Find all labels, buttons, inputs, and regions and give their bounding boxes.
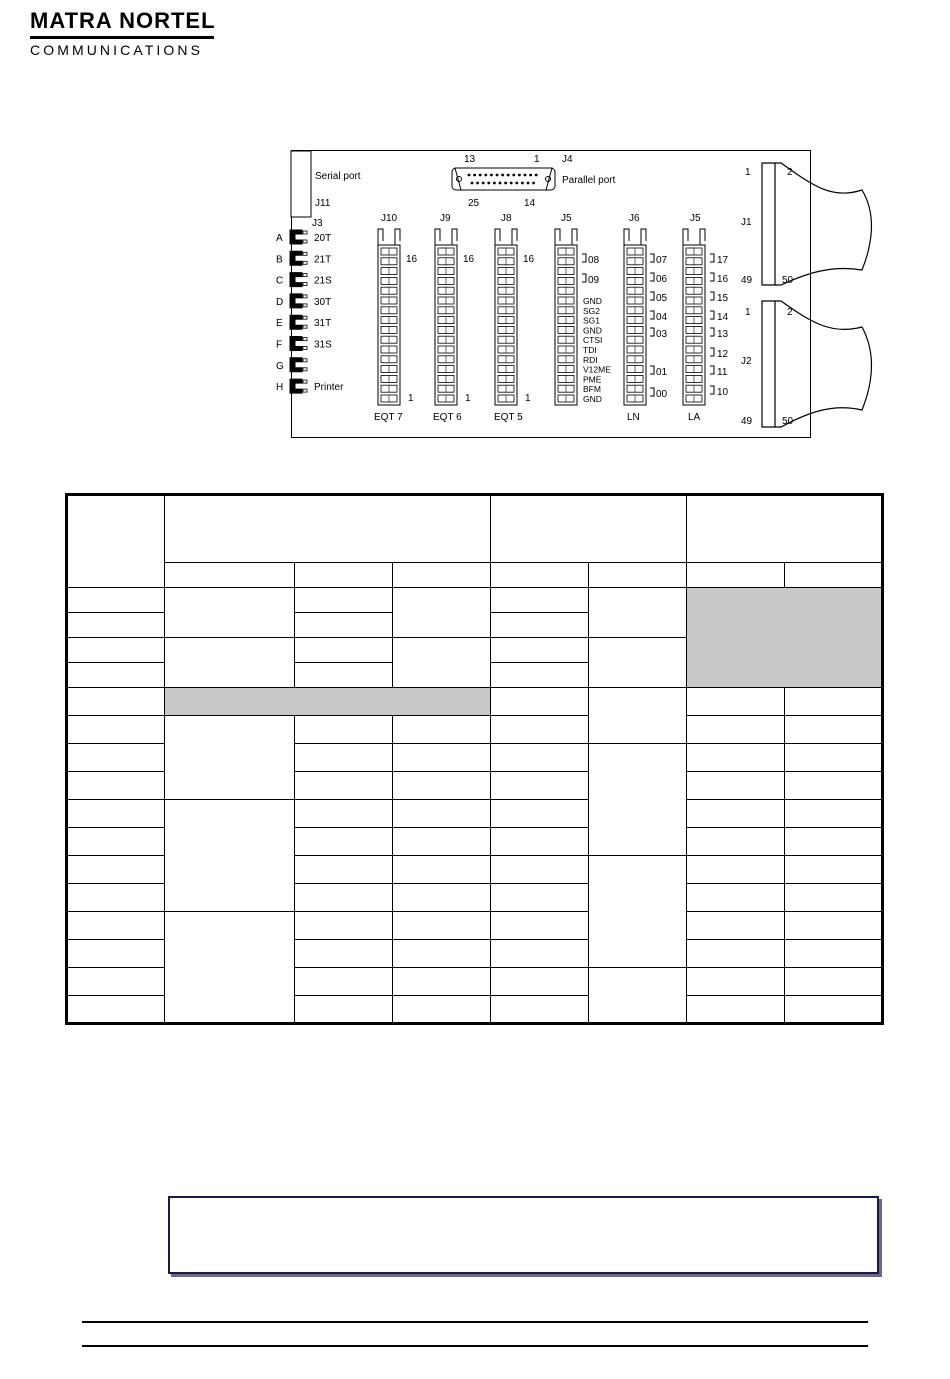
la-bracket bbox=[710, 254, 714, 262]
la-jumper-label: 13 bbox=[717, 329, 729, 340]
ln-bracket bbox=[650, 328, 654, 336]
j3-pin bbox=[303, 380, 307, 383]
note-box bbox=[168, 1196, 879, 1274]
connector-pin-16: 16 bbox=[523, 254, 535, 265]
j5-signal-label: GND bbox=[583, 394, 602, 404]
logo-wordmark: MATRA NORTEL bbox=[30, 8, 216, 33]
table-header-cell bbox=[67, 495, 165, 588]
table-subheader-cell bbox=[687, 563, 785, 588]
j3-row-label: Printer bbox=[314, 382, 344, 394]
j3-row-letter-b: B bbox=[276, 254, 283, 266]
logo-subtitle: COMMUNICATIONS bbox=[30, 42, 204, 58]
db25-pin bbox=[512, 174, 515, 177]
db25-pin bbox=[499, 182, 502, 185]
connector-latch bbox=[378, 229, 383, 245]
table-subheader-cell bbox=[295, 563, 393, 588]
connector-latch bbox=[395, 229, 400, 245]
table-header-cell bbox=[687, 495, 883, 563]
j3-row-label: 31S bbox=[314, 339, 332, 351]
connector-latch bbox=[624, 229, 629, 245]
db25-pin bbox=[529, 174, 532, 177]
db25-pin-13: 13 bbox=[464, 154, 476, 165]
j3-jumper bbox=[290, 337, 302, 351]
j3-pin bbox=[303, 359, 307, 362]
table-header-cell bbox=[165, 495, 491, 563]
j3-pin bbox=[303, 261, 307, 264]
j5-signal-label: BFM bbox=[583, 384, 601, 395]
connector-pin-16: 16 bbox=[406, 254, 418, 265]
table-row bbox=[67, 688, 883, 716]
j3-pin bbox=[303, 231, 307, 234]
j3-jumper bbox=[290, 273, 302, 287]
connector-latch bbox=[572, 229, 577, 245]
la-bracket bbox=[710, 348, 714, 356]
db25-pin bbox=[476, 182, 479, 185]
j5-signal-label: GND bbox=[583, 325, 602, 336]
table-header-cell bbox=[491, 495, 687, 563]
db25-pin bbox=[490, 174, 493, 177]
la-bracket bbox=[710, 273, 714, 281]
j3-row-label: 31T bbox=[314, 318, 332, 330]
la-jumper-label: 12 bbox=[717, 349, 729, 360]
j1-pin-1: 1 bbox=[745, 167, 751, 178]
j3-pin bbox=[303, 240, 307, 243]
connector-top-label: J10 bbox=[381, 213, 398, 224]
connector-strip-1 bbox=[374, 213, 418, 423]
j3-row-letter-f: F bbox=[276, 339, 283, 351]
db25-pin bbox=[501, 174, 504, 177]
footer-rule-bottom bbox=[82, 1345, 868, 1347]
j3-jumper bbox=[290, 379, 302, 393]
j3-row-letter-e: E bbox=[276, 318, 283, 330]
ln-bracket bbox=[650, 388, 654, 396]
db25-pin-14: 14 bbox=[524, 198, 536, 209]
db25-pin bbox=[468, 174, 471, 177]
j3-pin bbox=[303, 304, 307, 307]
connector-pin-1: 1 bbox=[525, 393, 531, 404]
la-jumper-label: 10 bbox=[717, 387, 729, 398]
table-subheader-cell bbox=[589, 563, 687, 588]
connector-latch bbox=[435, 229, 440, 245]
la-jumper-label: 17 bbox=[717, 255, 729, 266]
j1-label: J1 bbox=[741, 217, 752, 228]
db25-pin-1: 1 bbox=[534, 154, 540, 165]
connector-latch bbox=[700, 229, 705, 245]
j5-bracket bbox=[582, 254, 586, 262]
connector-bottom-label: EQT 6 bbox=[433, 412, 462, 423]
db25-pin bbox=[515, 182, 518, 185]
table-subheader-cell bbox=[491, 563, 589, 588]
j3-pin bbox=[303, 283, 307, 286]
la-bracket bbox=[710, 311, 714, 319]
table-subheader-cell bbox=[165, 563, 295, 588]
la-bracket bbox=[710, 386, 714, 394]
connector-strip-3 bbox=[494, 213, 535, 423]
connector-strip-5 bbox=[624, 213, 646, 423]
la-jumper-label: 14 bbox=[717, 312, 729, 323]
connector-pin-16: 16 bbox=[463, 254, 475, 265]
j2-pin-49: 49 bbox=[741, 416, 753, 427]
connector-top-label: J6 bbox=[629, 213, 640, 224]
connector-latch bbox=[555, 229, 560, 245]
j3-pin bbox=[303, 274, 307, 277]
connector-board-diagram bbox=[272, 145, 882, 445]
la-bracket bbox=[710, 366, 714, 374]
j3-jumper bbox=[290, 294, 302, 308]
j3-pin bbox=[303, 316, 307, 319]
table-row bbox=[67, 716, 883, 744]
j3-row-letter-a: A bbox=[276, 233, 283, 244]
j11-label: J11 bbox=[315, 198, 331, 209]
ln-jumper-label: 07 bbox=[656, 255, 668, 266]
connector-top-label: J8 bbox=[501, 213, 512, 224]
j5-signal-label: SG2 bbox=[583, 305, 601, 316]
connector-latch bbox=[512, 229, 517, 245]
j5-jumper-label: 09 bbox=[588, 275, 600, 286]
table-subheader-cell bbox=[785, 563, 883, 588]
ln-jumper-label: 01 bbox=[656, 367, 668, 378]
db25-pin bbox=[507, 174, 510, 177]
j2-pin-2: 2 bbox=[787, 307, 793, 318]
ln-bracket bbox=[650, 366, 654, 374]
connector-top-label: J9 bbox=[440, 213, 451, 224]
db25-pin bbox=[482, 182, 485, 185]
j3-pin bbox=[303, 389, 307, 392]
la-bracket bbox=[710, 328, 714, 336]
connector-latch bbox=[452, 229, 457, 245]
j5-signal-label: RDI bbox=[583, 354, 598, 365]
connector-latch bbox=[495, 229, 500, 245]
table-row bbox=[67, 800, 883, 828]
j3-row-letter-d: D bbox=[276, 296, 284, 308]
shaded-cell bbox=[687, 588, 883, 688]
connector-latch bbox=[641, 229, 646, 245]
connector-bottom-label: LA bbox=[688, 412, 701, 423]
db25-pin bbox=[479, 174, 482, 177]
db25-pin bbox=[532, 182, 535, 185]
j3-row-label: 21T bbox=[314, 254, 332, 266]
db25-pin bbox=[484, 174, 487, 177]
la-jumper-label: 11 bbox=[717, 367, 728, 378]
connector-top-label: J5 bbox=[690, 213, 701, 224]
la-jumper-label: 16 bbox=[717, 274, 729, 285]
shaded-cell bbox=[165, 688, 491, 716]
db25-pin bbox=[510, 182, 513, 185]
db25-pin bbox=[518, 174, 521, 177]
db25-connector bbox=[455, 168, 552, 190]
j3-pin bbox=[303, 252, 307, 255]
db25-pin bbox=[535, 174, 538, 177]
company-logo bbox=[30, 8, 220, 59]
connector-bottom-label: EQT 7 bbox=[374, 412, 403, 423]
connector-strip-6 bbox=[683, 213, 705, 423]
j3-row-letter-c: C bbox=[276, 275, 284, 287]
j1-pin-49: 49 bbox=[741, 275, 753, 286]
ribbon-connectors bbox=[762, 163, 871, 427]
db25-pin bbox=[527, 182, 530, 185]
j5-signal-label: SG1 bbox=[583, 315, 601, 326]
db25-pin bbox=[471, 182, 474, 185]
db25-pin bbox=[487, 182, 490, 185]
parallel-port-label: Parallel port bbox=[562, 175, 616, 186]
db25-pin bbox=[504, 182, 507, 185]
j2-label: J2 bbox=[741, 356, 752, 367]
j3-row-letter-h: H bbox=[276, 382, 284, 394]
j5-signal-label: V12ME bbox=[583, 364, 611, 375]
db25-pin bbox=[496, 174, 499, 177]
ln-bracket bbox=[650, 273, 654, 281]
db25-pin bbox=[493, 182, 496, 185]
j5-signal-label: TDI bbox=[583, 345, 597, 355]
connector-bottom-label: EQT 5 bbox=[494, 412, 523, 423]
j3-pin bbox=[303, 295, 307, 298]
ln-jumper-label: 05 bbox=[656, 293, 668, 304]
j3-pin bbox=[303, 338, 307, 341]
connector-pin-1: 1 bbox=[465, 393, 471, 404]
ln-jumper-label: 00 bbox=[656, 389, 668, 400]
connection-table bbox=[65, 493, 884, 1025]
table-row bbox=[67, 912, 883, 940]
j3-row-label: 30T bbox=[314, 296, 332, 308]
j3-pin bbox=[303, 347, 307, 350]
j3-jumper bbox=[290, 358, 302, 372]
ln-bracket bbox=[650, 292, 654, 300]
connector-top-label: J5 bbox=[561, 213, 572, 224]
connector-strip-4 bbox=[555, 213, 577, 405]
j2-pin-50: 50 bbox=[782, 416, 794, 427]
j3-pin bbox=[303, 368, 307, 371]
j5-signal-label: GND bbox=[583, 296, 602, 306]
db25-pin bbox=[524, 174, 527, 177]
db25-pin-25: 25 bbox=[468, 198, 480, 209]
j3-row-label: 20T bbox=[314, 233, 332, 244]
j5-jumper-label: 08 bbox=[588, 255, 600, 266]
j5-signal-label: PME bbox=[583, 374, 602, 385]
ln-bracket bbox=[650, 254, 654, 262]
connector-strips bbox=[374, 213, 729, 423]
j4-label: J4 bbox=[562, 154, 573, 165]
connector-bottom-label: LN bbox=[627, 412, 640, 423]
j3-jumper bbox=[290, 230, 302, 244]
ln-jumper-label: 06 bbox=[656, 274, 668, 285]
j3-connector-rows bbox=[276, 230, 344, 393]
table-subheader-cell bbox=[393, 563, 491, 588]
j1-pin-2: 2 bbox=[787, 167, 793, 178]
serial-port-label: Serial port bbox=[315, 171, 361, 182]
ln-bracket bbox=[650, 311, 654, 319]
j3-label: J3 bbox=[312, 218, 323, 229]
connector-strip-2 bbox=[433, 213, 475, 423]
j3-pin bbox=[303, 325, 307, 328]
footer-rule-top bbox=[82, 1321, 868, 1323]
db25-pin bbox=[521, 182, 524, 185]
j3-row-letter-g: G bbox=[276, 360, 284, 372]
j5-bracket bbox=[582, 274, 586, 282]
connector-latch bbox=[683, 229, 688, 245]
j2-pin-1: 1 bbox=[745, 307, 751, 318]
j5-signal-label: CTSI bbox=[583, 335, 603, 346]
ln-jumper-label: 04 bbox=[656, 312, 668, 323]
table-row bbox=[67, 588, 883, 613]
la-jumper-label: 15 bbox=[717, 293, 729, 304]
logo-divider bbox=[30, 36, 214, 39]
j3-jumper bbox=[290, 251, 302, 265]
j3-row-label: 21S bbox=[314, 275, 332, 287]
connector-pin-1: 1 bbox=[408, 393, 414, 404]
j3-jumper bbox=[290, 315, 302, 329]
j1-pin-50: 50 bbox=[782, 275, 794, 286]
la-bracket bbox=[710, 292, 714, 300]
ln-jumper-label: 03 bbox=[656, 329, 668, 340]
serial-port-connector bbox=[291, 151, 311, 217]
db25-pin bbox=[473, 174, 476, 177]
